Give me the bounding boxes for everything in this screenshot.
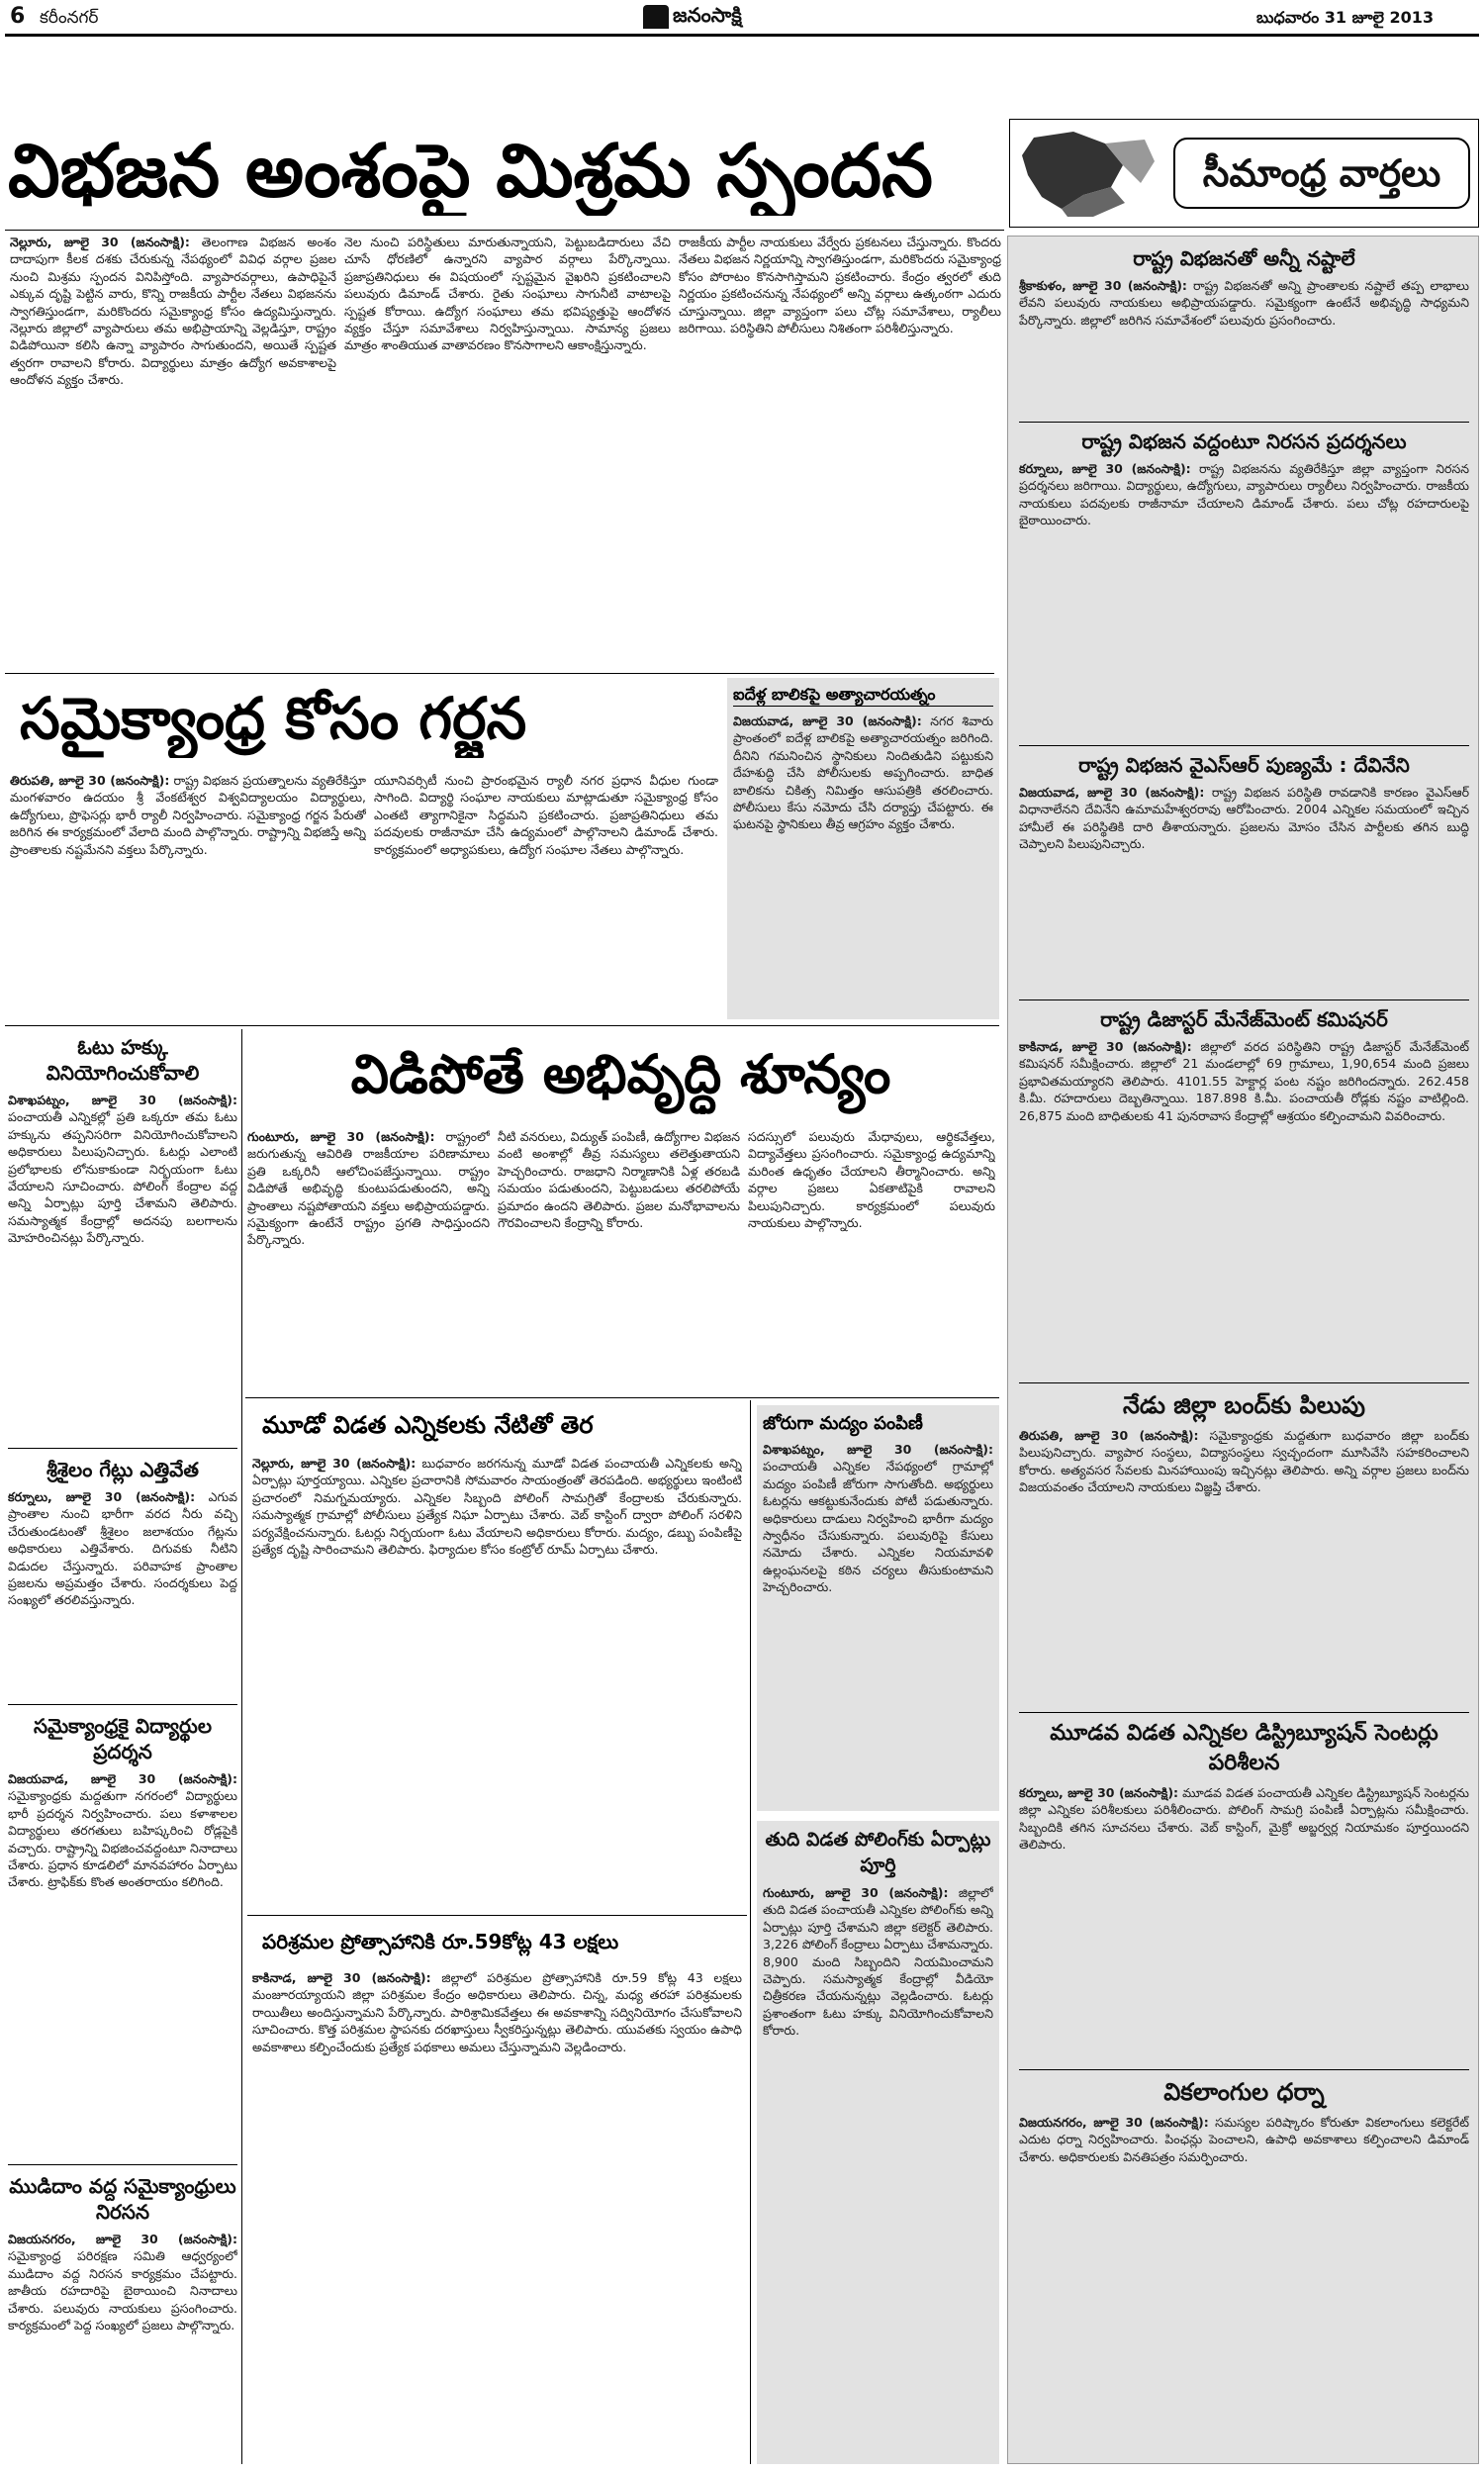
- vidipote-text-1: రాష్ట్రంలో జరుగుతున్న ఆవిరితి రాజకీయాల పరిణామాలు ప్రతి ఒక్కరినీ ఆలోచింపజేస్తున్నాయి. రాష్ట్రం విడిపోతే అభివృద్ధి కుంటుపడుతుందని, అన్ని ప్రాంతాలు నష్టపోతాయని వక్తలు అభిప్రాయపడ్డారు. సమైక్యంగా ఉంటేనే రాష్ట్రం ప్రగతి సాధిస్తుందని పేర్కొన్నారు.: [247, 1129, 490, 1248]
- srisailam-body: [8, 1488, 237, 1696]
- lead-col-3: [679, 234, 1001, 669]
- vidipote-col-2: [498, 1128, 740, 1387]
- students-body: [8, 1770, 237, 2156]
- sidebar-7-body: [1019, 2114, 1469, 2233]
- sidebar-4-dateline: కాకినాడ, జూలై 30 (జనంసాక్షి):: [1019, 1039, 1192, 1054]
- middle-col-rule: [750, 1400, 751, 2464]
- sidebar-3-text: రాష్ట్ర విభజన పరిస్థితి రావడానికి కారణం వైఎస్‌ఆర్ విధానాలేనని దేవినేని ఉమామహేశ్వరరావు ఆరోపించారు. 2004 ఎన్నికల సమయంలో ఇచ్చిన హామీలే ఈ పరిస్థితికి దారి తీశాయన్నారు. ప్రజలను మోసం చేసిన పార్టీలకు తగిన బుద్ధి చెప్పాలని పిలుపునిచ్చారు.: [1019, 785, 1469, 852]
- left-column-rule: [241, 1029, 242, 2464]
- samaikya-col-2: [374, 772, 718, 1019]
- students-text: సమైక్యాంధ్రకు మద్దతుగా నగరంలో విద్యార్థులు భారీ ప్రదర్శన నిర్వహించారు. పలు కళాశాలల విద్యార్థులు తరగతులు బహిష్కరించి రోడ్లపైకి వచ్చారు. రాష్ట్రాన్ని విభజించవద్దంటూ నినాదాలు చేశారు. ప్రధాన కూడలిలో మానవహారం ఏర్పాటు చేశారు. ట్రాఫిక్‌కు కొంత అంతరాయం కలిగింది.: [8, 1788, 237, 1890]
- liquor-text: పంచాయతీ ఎన్నికల నేపథ్యంలో గ్రామాల్లో మద్యం పంపిణీ జోరుగా సాగుతోంది. అభ్యర్థులు ఓటర్లను ఆకట్టుకునేందుకు పోటీ పడుతున్నారు. అధికారులు దాడులు నిర్వహించి భారీగా మద్యం స్వాధీనం చేసుకున్నారు. పలువురిపై కేసులు నమోదు చేశారు. ఎన్నికల నియమావళి ఉల్లంఘనలపై కఠిన చర్యలు తీసుకుంటామని హెచ్చరించారు.: [763, 1459, 993, 1595]
- sidebar-5-headline: నేడు జిల్లా బంద్‌కు పిలుపు: [1123, 1391, 1365, 1419]
- sidebar-1-text: రాష్ట్ర విభజనతో అన్ని ప్రాంతాలకు నష్టాలే తప్ప లాభాలు లేవని పలువురు నాయకులు అభిప్రాయపడ్డారు. సమైక్యంగా ఉంటేనే అభివృద్ధి సాధ్యమని పేర్కొన్నారు. జిల్లాలో జరిగిన సమావేశంలో పలువురు ప్రసంగించారు.: [1019, 278, 1469, 328]
- third-phase-dateline: నెల్లూరు, జూలై 30 (జనంసాక్షి):: [252, 1456, 417, 1471]
- sidebar-3-body: [1019, 784, 1469, 994]
- final-polling-headline: తుది విడత పోలింగ్‌కు ఏర్పాట్లు పూర్తి: [765, 1829, 991, 1876]
- lead-rule: [5, 230, 1004, 231]
- sidebar-divider-5: [1019, 1712, 1469, 1713]
- samaikya-col-1: [10, 772, 366, 1019]
- lead-col-1: [10, 234, 336, 669]
- liquor-body: [763, 1441, 993, 1797]
- sidebar-6-headline: మూడవ విడత ఎన్నికల డిస్ట్రిబ్యూషన్ సెంటర్లు పరిశీలన: [1050, 1721, 1438, 1775]
- sidebar-1-dateline: శ్రీకాకుళం, జూలై 30 (జనంసాక్షి):: [1019, 278, 1187, 293]
- banner-title: సీమాంధ్ర వార్తలు: [1173, 138, 1470, 209]
- students-headline: సమైక్యాంధ్రకై విద్యార్థుల ప్రదర్శన: [33, 1714, 213, 1763]
- sidebar-1-headline: రాష్ట్ర విభజనతో అన్నీ నష్టాలే: [1133, 246, 1355, 270]
- lead-dateline: నెల్లూరు, జూలై 30 (జనంసాక్షి):: [10, 235, 190, 249]
- lead-headline: విభజన అంశంపై మిశ్రమ స్పందన: [8, 129, 933, 214]
- vote-body: [8, 1092, 237, 1440]
- page-number: 6: [10, 4, 26, 29]
- final-polling-text: జిల్లాలో తుది విడత పంచాయతీ ఎన్నికల పోలింగ్‌కు అన్ని ఏర్పాట్లు పూర్తి చేశామని జిల్లా కలెక్టర్ తెలిపారు. 3,226 పోలింగ్ కేంద్రాలు ఏర్పాటు చేశామన్నారు. 8,900 మంది సిబ్బందిని నియమించామని చెప్పారు. సమస్యాత్మక కేంద్రాల్లో వీడియో చిత్రీకరణ చేయనున్నట్లు వెల్లడించారు. ఓటర్లు ప్రశాంతంగా ఓటు హక్కు వినియోగించుకోవాలని కోరారు.: [763, 1885, 993, 2039]
- mudidam-body: [8, 2231, 237, 2448]
- samaikya-top-rule: [5, 673, 994, 674]
- girl-box-text: నగర శివారు ప్రాంతంలో ఐదేళ్ల బాలికపై అత్యాచారయత్నం జరిగింది. దీనిని గమనించిన స్థానికులు నిందితుడిని పట్టుకుని దేహశుద్ధి చేసి పోలీసులకు అప్పగించారు. బాధిత బాలికను చికిత్స నిమిత్తం ఆసుపత్రికి తరలించారు. పోలీసులు కేసు నమోదు చేసి దర్యాప్తు చేపట్టారు. ఈ ఘటనపై స్థానికులు తీవ్ర ఆగ్రహం వ్యక్తం చేశారు.: [733, 714, 993, 832]
- srisailam-headline: శ్రీశైలం గేట్లు ఎత్తివేత: [46, 1458, 199, 1481]
- sidebar-7-text: సమస్యల పరిష్కారం కోరుతూ వికలాంగులు కలెక్టరేట్ ఎదుట ధర్నా నిర్వహించారు. పింఛన్లు పెంచాలని, ఉపాధి అవకాశాలు కల్పించాలని డిమాండ్ చేశారు. అధికారులకు వినతిపత్రం సమర్పించారు.: [1019, 2115, 1469, 2164]
- sidebar-divider-6: [1019, 2069, 1469, 2070]
- sidebar-6-text: మూడవ విడత పంచాయతీ ఎన్నికల డిస్ట్రిబ్యూషన్ సెంటర్లను జిల్లా ఎన్నికల పరిశీలకులు పరిశీలించారు. పోలింగ్ సామగ్రి పంపిణీ ఏర్పాట్లను సమీక్షించారు. సిబ్బందికి తగిన సూచనలు చేశారు. వెబ్ కాస్టింగ్, మైక్రో అబ్జర్వర్ల నియామకం పూర్తయిందని తెలిపారు.: [1019, 1785, 1469, 1853]
- sidebar-7-dateline: విజయనగరం, జూలై 30 (జనంసాక్షి):: [1019, 2115, 1209, 2130]
- srisailam-divider: [8, 1448, 237, 1449]
- seemandhra-banner: [1009, 119, 1479, 228]
- mudidam-divider: [8, 2164, 237, 2165]
- left-column: [8, 1034, 237, 2464]
- industry-dateline: కాకినాడ, జూలై 30 (జనంసాక్షి):: [252, 1970, 431, 1985]
- samaikya-bottom-rule: [5, 1025, 999, 1026]
- sidebar-divider-1: [1019, 422, 1469, 423]
- vote-dateline: విశాఖపట్నం, జూలై 30 (జనంసాక్షి):: [8, 1093, 237, 1107]
- vote-headline: ఓటు హక్కు వినియోగించుకోవాలి: [46, 1035, 200, 1085]
- industry-headline: పరిశ్రమల ప్రోత్సాహానికి రూ.59కోట్ల 43 లక్షలు: [262, 1930, 619, 1953]
- sidebar-4-headline: రాష్ట్ర డిజాస్టర్ మేనేజ్‌మెంట్ కమిషనర్: [1100, 1007, 1388, 1031]
- lead-col-2: [344, 234, 671, 669]
- vidipote-col-3: [748, 1128, 995, 1387]
- mudidam-dateline: విజయనగరం, జూలై 30 (జనంసాక్షి):: [8, 2232, 237, 2246]
- mudidam-text: సమైక్యాంధ్ర పరిరక్షణ సమితి ఆధ్వర్యంలో ముడిదాం వద్ద నిరసన కార్యక్రమం చేపట్టారు. జాతీయ రహదారిపై బైఠాయించి నినాదాలు చేశారు. పలువురు నాయకులు ప్రసంగించారు. కార్యక్రమంలో పెద్ద సంఖ్యలో ప్రజలు పాల్గొన్నారు.: [8, 2248, 237, 2333]
- srisailam-text: ఎగువ ప్రాంతాల నుంచి భారీగా వరద నీరు వచ్చి చేరుతుండటంతో శ్రీశైలం జలాశయం గేట్లను అధికారులు ఎత్తివేశారు. దిగువకు నీటిని విడుదల చేస్తున్నారు. పరివాహక ప్రాంతాల ప్రజలను అప్రమత్తం చేశారు. సందర్శకులు పెద్ద సంఖ్యలో తరలివస్తున్నారు.: [8, 1489, 237, 1608]
- girl-box: [727, 678, 999, 1019]
- sidebar-2-body: [1019, 460, 1469, 739]
- girl-box-headline: ఐదేళ్ల బాలికపై అత్యాచారయత్నం: [733, 684, 993, 707]
- section-name: కరీంనగర్: [40, 8, 99, 28]
- sidebar-5-dateline: తిరుపతి, జూలై 30 (జనంసాక్షి):: [1019, 1428, 1199, 1443]
- issue-date: బుధవారం 31 జూలై 2013: [1256, 8, 1435, 27]
- final-polling-body: [763, 1884, 993, 2448]
- vidipote-col-1: [247, 1128, 490, 1387]
- liquor-box: [757, 1405, 999, 1811]
- paper-logo: [643, 2, 772, 32]
- samaikya-dateline: తిరుపతి, జూలై 30 (జనంసాక్షి):: [10, 773, 170, 788]
- samaikya-text-1: రాష్ట్ర విభజన ప్రయత్నాలను వ్యతిరేకిస్తూ మంగళవారం ఉదయం శ్రీ వేంకటేశ్వర విశ్వవిద్యాలయం విద్యార్థులు, ఉద్యోగులు, ప్రొఫెసర్లు భారీ ర్యాలీ నిర్వహించారు. సమైక్యాంధ్ర గర్జన పేరుతో జరిగిన ఈ కార్యక్రమంలో వేలాది మంది పాల్గొన్నారు. రాష్ట్రాన్ని విభజిస్తే అన్ని ప్రాంతాలకు నష్టమేనని వక్తలు పేర్కొన్నారు.: [10, 773, 366, 857]
- girl-box-body: [733, 713, 993, 1009]
- logo-mark-icon: [643, 5, 669, 29]
- sidebar-divider-3: [1019, 999, 1469, 1000]
- students-dateline: విజయవాడ, జూలై 30 (జనంసాక్షి):: [8, 1771, 237, 1786]
- third-phase-rule: [247, 1915, 747, 1916]
- liquor-dateline: విశాఖపట్నం, జూలై 30 (జనంసాక్షి):: [763, 1442, 993, 1457]
- mudidam-headline: ముడిదాం వద్ద సమైక్యాంధ్రులు నిరసన: [9, 2174, 236, 2224]
- industry-body: [252, 1969, 742, 2464]
- final-polling-dateline: గుంటూరు, జూలై 30 (జనంసాక్షి):: [763, 1885, 949, 1900]
- sidebar-5-text: సమైక్యాంధ్రకు మద్దతుగా బుధవారం జిల్లా బంద్‌కు పిలుపునిచ్చారు. వ్యాపార సంస్థలు, విద్యాసంస్థలు స్వచ్ఛందంగా మూసివేసి సహకరించాలని కోరారు. అత్యవసర సేవలకు మినహాయింపు ఇచ్చినట్లు తెలిపారు. అన్ని వర్గాల ప్రజలు బంద్‌ను విజయవంతం చేయాలని నాయకులు విజ్ఞప్తి చేశారు.: [1019, 1428, 1469, 1495]
- vidipote-text-3: సదస్సులో పలువురు మేధావులు, ఆర్థికవేత్తలు, విద్యావేత్తలు ప్రసంగించారు. సమైక్యాంధ్ర ఉద్యమాన్ని మరింత ఉధృతం చేయాలని తీర్మానించారు. అన్ని వర్గాల ప్రజలు ఏకతాటిపైకి రావాలని పిలుపునిచ్చారు. కార్యక్రమంలో పలువురు నాయకులు పాల్గొన్నారు.: [748, 1129, 995, 1231]
- third-phase-text: బుధవారం జరగనున్న మూడో విడత పంచాయతీ ఎన్నికలకు అన్ని ఏర్పాట్లు పూర్తయ్యాయి. ఎన్నికల ప్రచారానికి సోమవారం సాయంత్రంతో తెరపడింది. అభ్యర్థులు ఇంటింటి ప్రచారంలో నిమగ్నమయ్యారు. ఎన్నికల సిబ్బంది పోలింగ్ సామగ్రితో కేంద్రాలకు చేరుకున్నారు. సమస్యాత్మక గ్రామాల్లో పోలీసులు ప్రత్యేక నిఘా ఏర్పాటు చేశారు. వెబ్ కాస్టింగ్ ద్వారా పోలింగ్ సరళిని పర్యవేక్షించనున్నారు. ఓటర్లు నిర్భయంగా ఓటు వేయాలని అధికారులు కోరారు. మద్యం, డబ్బు పంపిణీపై ప్రత్యేక దృష్టి సారించామని తెలిపారు. ఫిర్యాదుల కోసం కంట్రోల్ రూమ్ ఏర్పాటు చేశారు.: [252, 1456, 742, 1558]
- vidipote-headline: విడిపోతే అభివృద్ధి శూన్యం: [350, 1043, 891, 1105]
- vidipote-dateline: గుంటూరు, జూలై 30 (జనంసాక్షి):: [247, 1129, 435, 1144]
- vidipote-text-2: నీటి వనరులు, విద్యుత్ పంపిణీ, ఉద్యోగాల విభజన వంటి అంశాల్లో తీవ్ర సమస్యలు తలెత్తుతాయని హెచ్చరించారు. రాజధాని నిర్మాణానికి ఏళ్ల తరబడి సమయం పడుతుందని, పెట్టుబడులు తరలిపోయే ప్రమాదం ఉందని తెలిపారు. ప్రజల మనోభావాలను గౌరవించాలని కేంద్రాన్ని కోరారు.: [498, 1129, 740, 1231]
- vidipote-bottom-rule: [245, 1397, 999, 1398]
- sidebar-3-headline: రాష్ట్ర విభజన వైఎస్‌ఆర్ పుణ్యమే : దేవినేని: [1078, 753, 1410, 777]
- industry-text: జిల్లాలో పరిశ్రమల ప్రోత్సాహానికి రూ.59 కోట్ల 43 లక్షలు మంజూరయ్యాయని జిల్లా పరిశ్రమల కేంద్రం అధికారులు తెలిపారు. చిన్న, మధ్య తరహా పరిశ్రమలకు రాయితీలు అందిస్తున్నామని పేర్కొన్నారు. పారిశ్రామికవేత్తలు ఈ అవకాశాన్ని సద్వినియోగం చేసుకోవాలని సూచించారు. కొత్త పరిశ్రమల స్థాపనకు దరఖాస్తులు స్వీకరిస్తున్నట్లు తెలిపారు. యువతకు స్వయం ఉపాధి అవకాశాలు కల్పించేందుకు ప్రత్యేక పథకాలు అమలు చేస్తున్నామని వెల్లడించారు.: [252, 1970, 742, 2054]
- students-divider: [8, 1704, 237, 1705]
- sidebar-2-headline: రాష్ట్ర విభజన వద్దంటూ నిరసన ప్రదర్శనలు: [1081, 429, 1407, 453]
- state-map-image: [1014, 126, 1162, 221]
- masthead-rule: [5, 34, 1479, 37]
- sidebar-2-dateline: కర్నూలు, జూలై 30 (జనంసాక్షి):: [1019, 461, 1191, 476]
- sidebar-5-body: [1019, 1427, 1469, 1706]
- lead-text-2: నెల నుంచి పరిస్థితులు మారుతున్నాయని, పెట్టుబడిదారులు వేచి చూసే ధోరణిలో ఉన్నారని వ్యాపార వర్గాలు పేర్కొన్నాయి. ప్రజాప్రతినిధులు ఈ విషయంలో స్పష్టమైన వైఖరిని ప్రకటించాలని పలువురు డిమాండ్ చేశారు. రైతు సంఘాలు సాగునీటి వాటాలపై స్పష్టత కోరాయి. ఉద్యోగ సంఘాలు తమ భవిష్యత్తుపై ఆందోళన వ్యక్తం చేస్తూ సమావేశాలు నిర్వహిస్తున్నాయి. సామాన్య ప్రజలు మాత్రం శాంతియుత వాతావరణం కొనసాగాలని ఆకాంక్షిస్తున్నారు.: [344, 235, 671, 353]
- sidebar-divider-2: [1019, 745, 1469, 746]
- sidebar-2-text: రాష్ట్ర విభజనను వ్యతిరేకిస్తూ జిల్లా వ్యాప్తంగా నిరసన ప్రదర్శనలు జరిగాయి. విద్యార్థులు, ఉద్యోగులు, వ్యాపారులు ర్యాలీలు నిర్వహించారు. రాజకీయ నాయకులు పదవులకు రాజీనామా చేయాలని డిమాండ్ చేశారు. పలు చోట్ల రహదారులపై బైఠాయించారు.: [1019, 461, 1469, 528]
- third-phase-headline: మూడో విడత ఎన్నికలకు నేటితో తెర: [262, 1411, 594, 1439]
- samaikya-headline: సమైక్యాంధ్ర కోసం గర్జన: [20, 685, 527, 752]
- sidebar-1-body: [1019, 277, 1469, 416]
- paper-name: జనంసాక్షి: [673, 2, 742, 27]
- sidebar-inner: [1019, 245, 1469, 2233]
- sidebar-divider-4: [1019, 1382, 1469, 1383]
- liquor-headline: జోరుగా మద్యం పంపిణీ: [763, 1413, 923, 1434]
- samaikya-text-2: యూనివర్సిటీ నుంచి ప్రారంభమైన ర్యాలీ నగర ప్రధాన వీధుల గుండా సాగింది. విద్యార్థి సంఘాల నాయకులు మాట్లాడుతూ సమైక్యాంధ్ర కోసం ఎంతటి త్యాగానికైనా సిద్ధమని ప్రకటించారు. ప్రజాప్రతినిధులు తమ పదవులకు రాజీనామా చేసి ఉద్యమంలో పాల్గొనాలని డిమాండ్ చేశారు. కార్యక్రమంలో అధ్యాపకులు, ఉద్యోగ సంఘాల నేతలు పాల్గొన్నారు.: [374, 773, 718, 857]
- lead-text-3: రాజకీయ పార్టీల నాయకులు వేర్వేరు ప్రకటనలు చేస్తున్నారు. కొందరు నేతలు విభజన నిర్ణయాన్ని స్వాగతిస్తుండగా, మరికొందరు సమైక్యాంధ్ర కోసం పోరాటం కొనసాగిస్తామని ప్రకటించారు. కేంద్రం త్వరలో తుది నిర్ణయం ప్రకటించనున్న నేపథ్యంలో అన్ని వర్గాలు ఉత్కంఠగా ఎదురు చూస్తున్నాయి. జిల్లా వ్యాప్తంగా పలు చోట్ల సమావేశాలు, ర్యాలీలు జరిగాయి. పరిస్థితిని పోలీసులు నిశితంగా పరిశీలిస్తున్నారు.: [679, 235, 1001, 336]
- sidebar-6-dateline: కర్నూలు, జూలై 30 (జనంసాక్షి):: [1019, 1785, 1179, 1800]
- final-polling-box: [757, 1821, 999, 2464]
- third-phase-body: [252, 1455, 742, 1771]
- girl-box-dateline: విజయవాడ, జూలై 30 (జనంసాక్షి):: [733, 714, 922, 728]
- sidebar-4-body: [1019, 1038, 1469, 1377]
- vote-text: పంచాయతీ ఎన్నికల్లో ప్రతి ఒక్కరూ తమ ఓటు హక్కును తప్పనిసరిగా వినియోగించుకోవాలని అధికారులు పిలుపునిచ్చారు. ఓటర్లు ఎలాంటి ప్రలోభాలకు లోనుకాకుండా నిర్భయంగా ఓటు వేయాలని సూచించారు. పోలింగ్ కేంద్రాల వద్ద అన్ని ఏర్పాట్లు పూర్తి చేశామని తెలిపారు. సమస్యాత్మక కేంద్రాల్లో అదనపు బలగాలను మోహరించినట్లు పేర్కొన్నారు.: [8, 1109, 237, 1246]
- sidebar-7-headline: వికలాంగుల ధర్నా: [1163, 2078, 1325, 2106]
- sidebar-4-text: జిల్లాలో వరద పరిస్థితిని రాష్ట్ర డిజాస్టర్ మేనేజ్‌మెంట్ కమిషనర్ సమీక్షించారు. జిల్లాలో 21 మండలాల్లో 69 గ్రామాలు, 1,90,654 మంది ప్రజలు ప్రభావితమయ్యారని తెలిపారు. 4101.55 హెక్టార్ల పంట నష్టం జరిగిందన్నారు. 262.458 కి.మీ. రహదారులు దెబ్బతిన్నాయి. 187.898 కి.మీ. పంచాయతీ రోడ్లకు నష్టం వాటిల్లింది. 26,875 మంది బాధితులకు 41 పునరావాస కేంద్రాల్లో ఆశ్రయం కల్పించామని వివరించారు.: [1019, 1039, 1469, 1123]
- sidebar-6-body: [1019, 1784, 1469, 2063]
- lead-text-1: తెలంగాణ విభజన అంశం దాదాపుగా కీలక దశకు చేరుకున్న నేపథ్యంలో వివిధ వర్గాల ప్రజల నుంచి మిశ్రమ స్పందన వినిపిస్తోంది. వ్యాపారవర్గాలు, ఉపాధిపైనే ఎక్కువ దృష్టి పెట్టిన వారు, కొన్ని రాజకీయ పార్టీల నేతలు విభజనను స్వాగతిస్తుండగా, మరికొందరు సమైక్యాంధ్ర కోసం ఉద్యమిస్తున్నారు. నెల్లూరు జిల్లాలో వ్యాపారులు తమ అభిప్రాయాన్ని వెల్లడిస్తూ, రాష్ట్రం విడిపోయినా కలిసి ఉన్నా వ్యాపారం సాగుతుందని, అయితే స్పష్టత త్వరగా రావాలని కోరారు. విద్యార్థులు మాత్రం ఉద్యోగ అవకాశాలపై ఆందోళన వ్యక్తం చేశారు.: [10, 235, 336, 388]
- sidebar-3-dateline: విజయవాడ, జూలై 30 (జనంసాక్షి):: [1019, 785, 1205, 800]
- srisailam-dateline: కర్నూలు, జూలై 30 (జనంసాక్షి):: [8, 1489, 196, 1504]
